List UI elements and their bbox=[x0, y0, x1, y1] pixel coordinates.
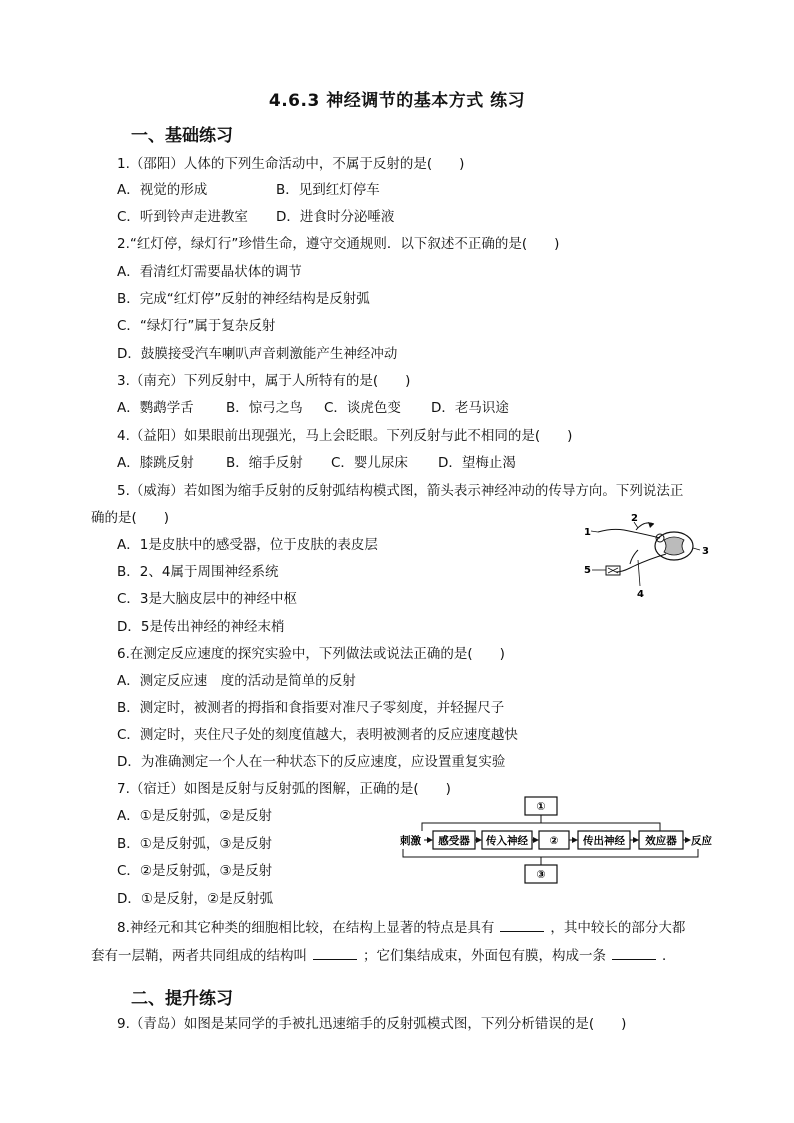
question-2-option-c: C．“绿灯行”属于复杂反射 bbox=[117, 318, 276, 334]
question-7-option-c: C．②是反射弧，③是反射 bbox=[117, 863, 273, 879]
question-5-option-a: A．1是皮肤中的感受器，位于皮肤的表皮层 bbox=[117, 537, 378, 553]
question-1-option-a: A．视觉的形成 bbox=[117, 182, 208, 198]
question-1-stem: 1.（邵阳）人体的下列生命活动中，不属于反射的是( ) bbox=[117, 156, 465, 172]
figure-label-5: 5 bbox=[584, 565, 591, 576]
flow-label-efferent: 传出神经 bbox=[583, 835, 625, 847]
leader-line-3 bbox=[693, 548, 700, 550]
gray-matter-shape bbox=[664, 537, 684, 555]
question-3-option-d: D．老马识途 bbox=[431, 400, 509, 416]
question-9-stem: 9.（青岛）如图是某同学的手被扎迅速缩手的反射弧模式图，下列分析错误的是( ) bbox=[117, 1016, 627, 1032]
arrow-path-bottom bbox=[630, 550, 638, 564]
question-3-stem: 3.（南充）下列反射中，属于人所特有的是( ) bbox=[117, 373, 411, 389]
question-5-stem-line1: 5.（威海）若如图为缩手反射的反射弧结构模式图，箭头表示神经冲动的传导方向。下列说法正 bbox=[117, 483, 684, 499]
flow-label-top: ① bbox=[536, 800, 546, 813]
question-2-option-b: B．完成“红灯停”反射的神经结构是反射弧 bbox=[117, 291, 370, 307]
section-heading-basic: 一、基础练习 bbox=[131, 126, 233, 146]
question-8-line1 bbox=[117, 917, 685, 938]
figure-label-1: 1 bbox=[584, 527, 591, 538]
flow-bracket-top bbox=[422, 823, 660, 831]
question-8-text-2c: ． bbox=[662, 948, 676, 964]
question-8-text-2b: ；它们集结成束，外面包有膜，构成一条 bbox=[363, 948, 606, 964]
question-4-stem: 4.（益阳）如果眼前出现强光，马上会眨眼。下列反射与此不相同的是( ) bbox=[117, 428, 573, 444]
figure-label-3: 3 bbox=[702, 546, 709, 557]
flow-label-center: ② bbox=[549, 835, 559, 847]
question-4-option-b: B．缩手反射 bbox=[226, 455, 303, 471]
reflex-arc-figure bbox=[582, 510, 712, 602]
question-2-option-d: D．鼓膜接受汽车喇叭声音刺激能产生神经冲动 bbox=[117, 346, 398, 362]
flow-bracket-bottom bbox=[403, 849, 698, 857]
question-4-option-a: A．膝跳反射 bbox=[117, 455, 194, 471]
flow-label-bottom: ③ bbox=[536, 868, 546, 881]
question-3-option-c: C．谈虎色变 bbox=[324, 400, 401, 416]
flow-label-afferent: 传入神经 bbox=[486, 835, 528, 847]
question-3-option-a: A．鹦鹉学舌 bbox=[117, 400, 194, 416]
flow-label-receptor: 感受器 bbox=[438, 835, 470, 847]
question-1-option-d: D．进食时分泌唾液 bbox=[276, 209, 395, 225]
reflex-flow-diagram bbox=[398, 795, 718, 887]
question-5-option-b: B．2、4属于周围神经系统 bbox=[117, 564, 279, 580]
page-title: 4.6.3 神经调节的基本方式 练习 bbox=[268, 91, 526, 111]
question-4-option-d: D．望梅止渴 bbox=[438, 455, 516, 471]
flow-label-effector: 效应器 bbox=[645, 835, 677, 847]
efferent-nerve-path bbox=[616, 554, 666, 572]
leader-line-1 bbox=[591, 531, 598, 532]
question-8-text-1b: ，其中较长的部分大都 bbox=[550, 920, 686, 936]
question-5-option-c: C．3是大脑皮层中的神经中枢 bbox=[117, 591, 298, 607]
question-5-option-d: D．5是传出神经的神经末梢 bbox=[117, 619, 285, 635]
answer-blank-1[interactable] bbox=[500, 917, 544, 932]
question-6-option-d: D．为准确测定一个人在一种状态下的反应速度，应设置重复实验 bbox=[117, 754, 506, 770]
section-heading-advanced: 二、提升练习 bbox=[131, 989, 233, 1009]
question-3-option-b: B．惊弓之鸟 bbox=[226, 400, 303, 416]
figure-label-4: 4 bbox=[637, 589, 644, 600]
question-6-stem: 6.在测定反应速度的探究实验中，下列做法或说法正确的是( ) bbox=[117, 646, 505, 662]
question-7-option-a: A．①是反射弧，②是反射 bbox=[117, 808, 272, 824]
question-4-option-c: C．婴儿尿床 bbox=[331, 455, 408, 471]
question-8-text-2a: 套有一层鞘，两者共同组成的结构叫 bbox=[91, 948, 307, 964]
question-1-option-b: B．见到红灯停车 bbox=[276, 182, 380, 198]
question-6-option-b: B．测定时，被测者的拇指和食指要对准尺子零刻度，并轻握尺子 bbox=[117, 700, 505, 716]
question-1-option-c: C．听到铃声走进教室 bbox=[117, 209, 248, 225]
question-6-option-a: A．测定反应速 度的活动是简单的反射 bbox=[117, 673, 356, 689]
question-7-option-b: B．①是反射弧，③是反射 bbox=[117, 836, 272, 852]
question-6-option-c: C．测定时，夹住尺子处的刻度值越大，表明被测者的反应速度越快 bbox=[117, 727, 518, 743]
flow-response: 反应 bbox=[691, 835, 712, 847]
question-8-line2 bbox=[91, 945, 676, 966]
question-7-option-d: D．①是反射，②是反射弧 bbox=[117, 891, 274, 907]
afferent-nerve-path bbox=[598, 529, 660, 538]
answer-blank-2[interactable] bbox=[313, 945, 357, 960]
question-2-option-a: A．看清红灯需要晶状体的调节 bbox=[117, 264, 302, 280]
question-5-stem-line2: 确的是( ) bbox=[91, 510, 170, 526]
flow-stimulus: 刺激 bbox=[400, 835, 421, 847]
question-2-stem: 2.“红灯停，绿灯行”珍惜生命，遵守交通规则．以下叙述不正确的是( ) bbox=[117, 236, 560, 252]
figure-label-2: 2 bbox=[631, 513, 638, 524]
question-7-stem: 7.（宿迁）如图是反射与反射弧的图解，正确的是( ) bbox=[117, 781, 451, 797]
answer-blank-3[interactable] bbox=[612, 945, 656, 960]
question-8-text-1a: 8.神经元和其它种类的细胞相比较，在结构上显著的特点是具有 bbox=[117, 920, 495, 936]
muscle-hatch bbox=[608, 568, 618, 573]
